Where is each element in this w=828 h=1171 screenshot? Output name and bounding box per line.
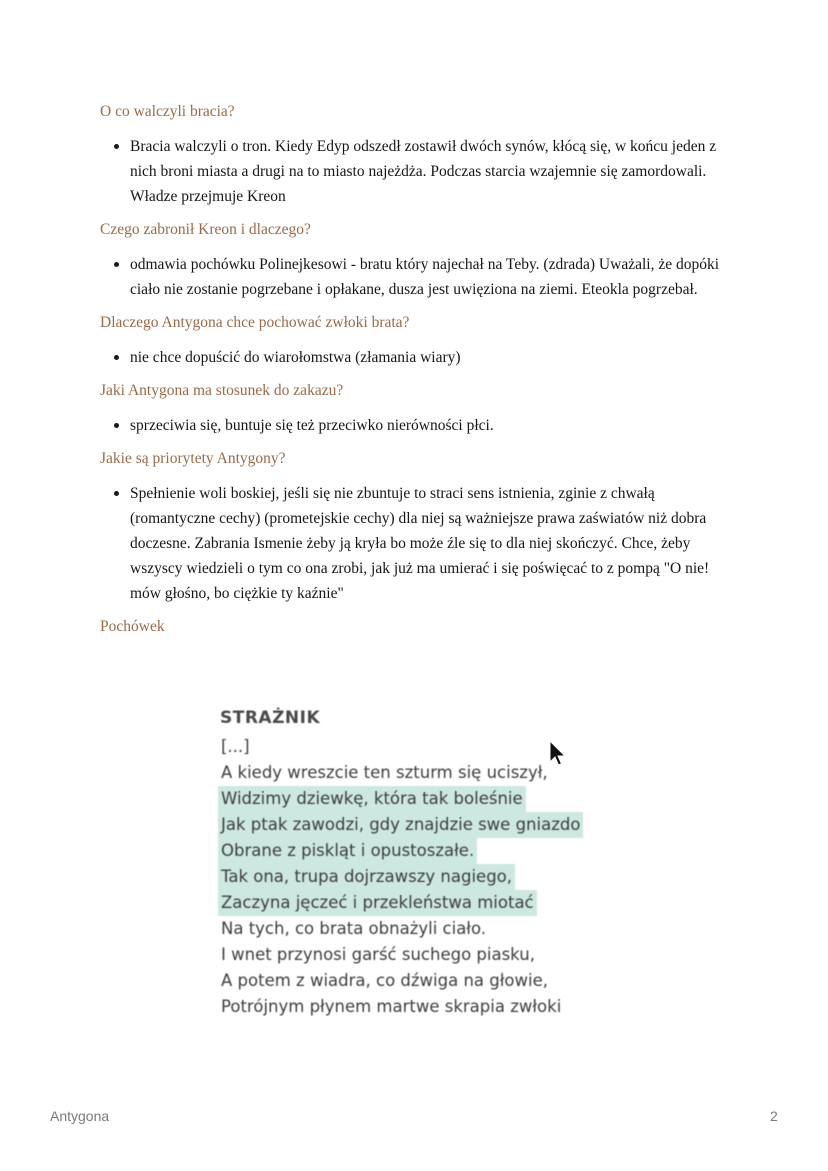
footer-page-number: 2 <box>770 1108 778 1124</box>
list-item-text: odmawia pochówku Polinejkesowi - bratu który najechał na Teby. (zdrada) Uważali, że dopóki ciało nie zostanie pogrzebane i opłakane, dusza jest uwięziona na ziemi. Eteokla pogrzebał. <box>130 256 720 298</box>
list-item <box>100 252 740 302</box>
section-antigone-motive <box>100 310 740 370</box>
excerpt-line-highlighted: Widzimy dziewkę, która tak boleśnie <box>218 786 526 812</box>
excerpt-line-highlighted: Jak ptak zawodzi, gdy znajdzie swe gniazdo <box>218 812 583 838</box>
section-brothers <box>100 99 740 209</box>
excerpt-title: STRAŻNIK <box>220 708 321 728</box>
list-item-text: sprzeciwia się, buntuje się też przeciwko nierówności płci. <box>130 417 494 434</box>
bullet-list <box>100 345 740 370</box>
section-kreon-ban <box>100 217 740 302</box>
section-priorities <box>100 446 740 606</box>
bullet-icon <box>114 423 119 428</box>
excerpt-line: [...] <box>221 737 250 756</box>
list-item <box>100 134 740 209</box>
section-heading-burial: Pochówek <box>100 618 165 635</box>
section-heading: O co walczyli bracia? <box>100 103 235 120</box>
section-heading: Jaki Antygona ma stosunek do zakazu? <box>100 382 344 399</box>
excerpt-image <box>214 702 664 1032</box>
mouse-pointer-icon <box>548 740 568 768</box>
list-item <box>100 345 740 370</box>
excerpt-line: Potrójnym płynem martwe skrapia zwłoki <box>221 997 562 1016</box>
excerpt-line-highlighted: Obrane z piskląt i opustoszałe. <box>218 838 477 864</box>
section-heading: Dlaczego Antygona chce pochować zwłoki brata? <box>100 314 410 331</box>
bullet-icon <box>114 491 119 496</box>
list-item-text: Bracia walczyli o tron. Kiedy Edyp odszedł zostawił dwóch synów, kłócą się, w końcu jeden z nich broni miasta a drugi na to miasto najeżdża. Podczas starcia wzajemnie się zamordowali. Władze przejmuje Kreon <box>130 138 717 205</box>
footer-document-title: Antygona <box>50 1108 110 1124</box>
list-item-text: Spełnienie woli boskiej, jeśli się nie zbuntuje to straci sens istnienia, zginie z chwałą (romantyczne cechy) (prometejskie cechy) dla niej są ważniejsze prawa zaświatów niż dobra doczesne. Zabrania Ismenie żeby ją kryła bo może źle się to dla niej skończyć. Chce, żeby wszyscy wiedzieli o tym co ona zrobi, jak już ma umierać i się poświęcać to z pompą "O nie! mów głośno, bo ciężkie ty kaźnie" <box>130 485 710 602</box>
excerpt-line: Na tych, co brata obnażyli ciało. <box>221 919 487 938</box>
excerpt-line: A potem z wiadra, co dźwiga na głowie, <box>221 971 548 990</box>
bullet-icon <box>114 262 119 267</box>
excerpt-line: I wnet przynosi garść suchego piasku, <box>221 945 535 964</box>
bullet-list <box>100 481 740 606</box>
excerpt-line: A kiedy wreszcie ten szturm się uciszył, <box>221 763 548 782</box>
excerpt-line-highlighted: Zaczyna jęczeć i przekleństwa miotać <box>218 890 537 916</box>
list-item-text: nie chce dopuścić do wiarołomstwa (złamania wiary) <box>130 349 461 366</box>
document-body <box>100 99 740 649</box>
bullet-icon <box>114 144 119 149</box>
list-item <box>100 481 740 606</box>
bullet-icon <box>114 355 119 360</box>
section-heading: Jakie są priorytety Antygony? <box>100 450 286 467</box>
list-item <box>100 413 740 438</box>
bullet-list <box>100 413 740 438</box>
excerpt-line-highlighted: Tak ona, trupa dojrzawszy nagiego, <box>218 864 515 890</box>
section-heading: Czego zabronił Kreon i dlaczego? <box>100 221 311 238</box>
bullet-list <box>100 134 740 209</box>
bullet-list <box>100 252 740 302</box>
section-attitude <box>100 378 740 438</box>
